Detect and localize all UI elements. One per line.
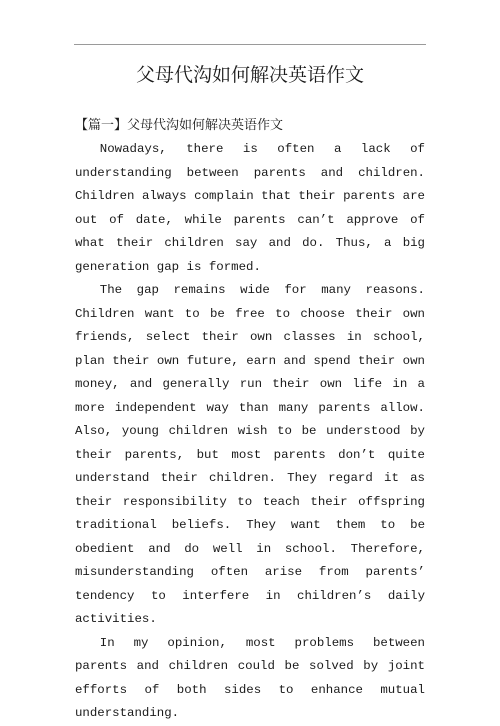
section-heading: 【篇一】父母代沟如何解决英语作文 <box>75 118 284 133</box>
document-title: 父母代沟如何解决英语作文 <box>135 64 364 86</box>
paragraph-2: The gap remains wide for many reasons. Children want to be free to choose their own friends, select their own classes in school, plan their own future, earn and spend their own money, and generally run their own life in a more independent way than many parents allow. Also, young children wish to be understood by their parents, but most parents don’t quite understand their children. They regard it as their responsibility to teach their offspring traditional beliefs. They want them to be obedient and do well in school. Therefore, misunderstanding often arise from parents’ tendency to interfere in children’s daily activities. <box>75 283 425 626</box>
header-divider <box>74 44 426 45</box>
document-body <box>75 114 425 726</box>
paragraph-1: Nowadays, there is often a lack of understanding between parents and children. Children always complain that their parents are out of date, while parents can’t approve of what their children say and do. Thus, a big generation gap is formed. <box>75 142 425 274</box>
paragraph-3: In my opinion, most problems between parents and children could be solved by joint efforts of both sides to enhance mutual understanding. <box>75 635 425 720</box>
